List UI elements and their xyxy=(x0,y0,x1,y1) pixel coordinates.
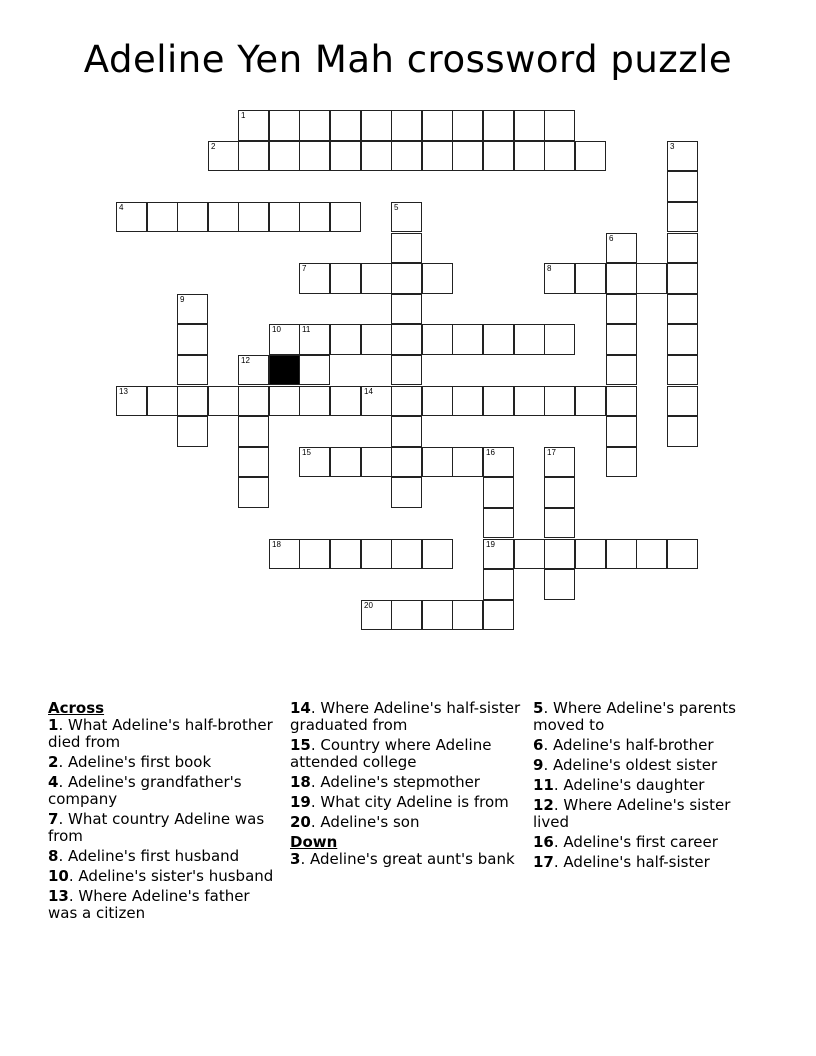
grid-cell[interactable] xyxy=(667,263,698,294)
clue-number-label: 16 xyxy=(486,447,495,457)
grid-cell[interactable] xyxy=(269,141,300,172)
grid-cell[interactable] xyxy=(177,416,208,447)
grid-cell[interactable] xyxy=(452,447,483,478)
clue-down-9: 9. Adeline's oldest sister xyxy=(533,756,718,774)
clue-number-label: 19 xyxy=(486,539,495,549)
grid-cell[interactable] xyxy=(330,539,361,570)
grid-cell[interactable] xyxy=(299,447,330,478)
clues-column-2 xyxy=(290,700,522,871)
grid-cell[interactable] xyxy=(483,386,514,417)
grid-cell[interactable] xyxy=(391,447,422,478)
grid-cell[interactable] xyxy=(667,294,698,325)
grid-cell[interactable] xyxy=(147,202,178,233)
clue-number-label: 14 xyxy=(364,386,373,396)
grid-cell[interactable] xyxy=(422,141,453,172)
down-heading: Down xyxy=(290,833,338,851)
grid-cell[interactable] xyxy=(667,416,698,447)
grid-cell[interactable] xyxy=(606,386,637,417)
clue-across-2: 2. Adeline's first book xyxy=(48,753,212,771)
grid-cell[interactable] xyxy=(391,539,422,570)
clue-number-label: 3 xyxy=(670,141,675,151)
grid-cell[interactable] xyxy=(667,233,698,264)
grid-cell[interactable] xyxy=(299,539,330,570)
grid-cell[interactable] xyxy=(269,324,300,355)
grid-cell[interactable] xyxy=(514,110,545,141)
grid-cell[interactable] xyxy=(544,539,575,570)
grid-cell[interactable] xyxy=(667,324,698,355)
grid-cell[interactable] xyxy=(667,202,698,233)
grid-cell[interactable] xyxy=(575,539,606,570)
grid-cell[interactable] xyxy=(422,447,453,478)
grid-cell[interactable] xyxy=(606,539,637,570)
grid-cell[interactable] xyxy=(667,141,698,172)
grid-cell[interactable] xyxy=(361,447,392,478)
clue-across-19: 19. What city Adeline is from xyxy=(290,793,509,811)
grid-cell[interactable] xyxy=(299,386,330,417)
grid-cell[interactable] xyxy=(606,447,637,478)
grid-cell[interactable] xyxy=(269,539,300,570)
grid-cell[interactable] xyxy=(177,386,208,417)
grid-cell[interactable] xyxy=(667,539,698,570)
clue-down-16: 16. Adeline's first career xyxy=(533,833,718,851)
grid-cell[interactable] xyxy=(391,233,422,264)
grid-cell[interactable] xyxy=(483,600,514,631)
grid-cell[interactable] xyxy=(330,110,361,141)
grid-black-cell xyxy=(269,355,300,386)
grid-cell[interactable] xyxy=(208,202,239,233)
clue-across-18: 18. Adeline's stepmother xyxy=(290,773,480,791)
clue-across-4: 4. Adeline's grandfather's company xyxy=(48,773,242,808)
clue-across-7: 7. What country Adeline was from xyxy=(48,810,265,845)
grid-cell[interactable] xyxy=(483,110,514,141)
grid-cell[interactable] xyxy=(238,386,269,417)
grid-cell[interactable] xyxy=(606,233,637,264)
grid-cell[interactable] xyxy=(269,202,300,233)
grid-cell[interactable] xyxy=(177,294,208,325)
clue-number-label: 2 xyxy=(211,141,216,151)
grid-cell[interactable] xyxy=(667,355,698,386)
grid-cell[interactable] xyxy=(269,110,300,141)
grid-cell[interactable] xyxy=(422,263,453,294)
grid-cell[interactable] xyxy=(391,202,422,233)
grid-cell[interactable] xyxy=(361,600,392,631)
grid-cell[interactable] xyxy=(391,477,422,508)
grid-cell[interactable] xyxy=(361,141,392,172)
grid-cell[interactable] xyxy=(238,202,269,233)
grid-cell[interactable] xyxy=(544,569,575,600)
grid-cell[interactable] xyxy=(514,386,545,417)
clue-number-label: 8 xyxy=(547,264,552,274)
clue-across-1: 1. What Adeline's half-brother died from xyxy=(48,716,273,751)
clues-column-1 xyxy=(48,700,280,925)
grid-cell[interactable] xyxy=(606,294,637,325)
grid-cell[interactable] xyxy=(361,110,392,141)
grid-cell[interactable] xyxy=(422,386,453,417)
grid-cell[interactable] xyxy=(238,447,269,478)
grid-cell[interactable] xyxy=(514,539,545,570)
clue-across-13: 13. Where Adeline's father was a citizen xyxy=(48,887,250,922)
clue-number-label: 9 xyxy=(180,294,185,304)
clue-number-label: 17 xyxy=(547,447,556,457)
grid-cell[interactable] xyxy=(391,416,422,447)
grid-cell[interactable] xyxy=(361,263,392,294)
grid-cell[interactable] xyxy=(330,263,361,294)
grid-cell[interactable] xyxy=(483,508,514,539)
grid-cell[interactable] xyxy=(483,477,514,508)
grid-cell[interactable] xyxy=(299,141,330,172)
clue-number-label: 7 xyxy=(302,264,307,274)
grid-cell[interactable] xyxy=(422,324,453,355)
clues-column-3 xyxy=(533,700,768,874)
grid-cell[interactable] xyxy=(238,416,269,447)
grid-cell[interactable] xyxy=(667,386,698,417)
grid-cell[interactable] xyxy=(330,386,361,417)
grid-cell[interactable] xyxy=(483,447,514,478)
grid-cell[interactable] xyxy=(483,141,514,172)
clue-down-6: 6. Adeline's half-brother xyxy=(533,736,714,754)
grid-cell[interactable] xyxy=(422,110,453,141)
clue-number-label: 6 xyxy=(609,233,614,243)
clue-number-label: 13 xyxy=(119,386,128,396)
clue-number-label: 10 xyxy=(272,325,281,335)
grid-cell[interactable] xyxy=(544,110,575,141)
grid-cell[interactable] xyxy=(544,477,575,508)
grid-cell[interactable] xyxy=(606,263,637,294)
grid-cell[interactable] xyxy=(361,386,392,417)
grid-cell[interactable] xyxy=(606,416,637,447)
grid-cell[interactable] xyxy=(391,600,422,631)
grid-cell[interactable] xyxy=(116,386,147,417)
clue-down-11: 11. Adeline's daughter xyxy=(533,776,705,794)
grid-cell[interactable] xyxy=(636,263,667,294)
grid-cell[interactable] xyxy=(391,110,422,141)
puzzle-title: Adeline Yen Mah crossword puzzle xyxy=(83,38,733,81)
grid-cell[interactable] xyxy=(147,386,178,417)
clue-number-label: 15 xyxy=(302,447,311,457)
grid-cell[interactable] xyxy=(238,110,269,141)
grid-cell[interactable] xyxy=(452,324,483,355)
clue-down-5: 5. Where Adeline's parents moved to xyxy=(533,699,736,734)
grid-cell[interactable] xyxy=(238,477,269,508)
grid-cell[interactable] xyxy=(575,386,606,417)
grid-cell[interactable] xyxy=(391,355,422,386)
grid-cell[interactable] xyxy=(177,324,208,355)
grid-cell[interactable] xyxy=(544,386,575,417)
clue-across-15: 15. Country where Adeline attended college xyxy=(290,736,492,771)
clue-number-label: 18 xyxy=(272,539,281,549)
grid-cell[interactable] xyxy=(116,202,147,233)
clue-across-8: 8. Adeline's first husband xyxy=(48,847,240,865)
grid-cell[interactable] xyxy=(667,171,698,202)
grid-cell[interactable] xyxy=(452,110,483,141)
clue-down-17: 17. Adeline's half-sister xyxy=(533,853,710,871)
grid-cell[interactable] xyxy=(483,324,514,355)
grid-cell[interactable] xyxy=(544,447,575,478)
clue-down-12: 12. Where Adeline's sister lived xyxy=(533,796,731,831)
clue-number-label: 1 xyxy=(241,111,246,121)
clue-number-label: 12 xyxy=(241,355,250,365)
grid-cell[interactable] xyxy=(391,386,422,417)
grid-cell[interactable] xyxy=(606,324,637,355)
grid-cell[interactable] xyxy=(177,355,208,386)
grid-cell[interactable] xyxy=(208,386,239,417)
grid-cell[interactable] xyxy=(483,569,514,600)
grid-cell[interactable] xyxy=(208,141,239,172)
grid-cell[interactable] xyxy=(514,324,545,355)
grid-cell[interactable] xyxy=(452,141,483,172)
clue-number-label: 4 xyxy=(119,202,124,212)
grid-cell[interactable] xyxy=(361,539,392,570)
grid-cell[interactable] xyxy=(391,263,422,294)
grid-cell[interactable] xyxy=(299,355,330,386)
grid-cell[interactable] xyxy=(299,263,330,294)
grid-cell[interactable] xyxy=(575,141,606,172)
grid-cell[interactable] xyxy=(544,324,575,355)
grid-cell[interactable] xyxy=(544,508,575,539)
grid-cell[interactable] xyxy=(330,447,361,478)
grid-cell[interactable] xyxy=(299,202,330,233)
grid-cell[interactable] xyxy=(238,355,269,386)
grid-cell[interactable] xyxy=(483,539,514,570)
clue-across-20: 20. Adeline's son xyxy=(290,813,420,831)
grid-cell[interactable] xyxy=(361,324,392,355)
grid-cell[interactable] xyxy=(544,263,575,294)
grid-cell[interactable] xyxy=(299,324,330,355)
grid-cell[interactable] xyxy=(575,263,606,294)
grid-cell[interactable] xyxy=(422,600,453,631)
grid-cell[interactable] xyxy=(606,355,637,386)
grid-cell[interactable] xyxy=(238,141,269,172)
clue-number-label: 5 xyxy=(394,202,399,212)
clue-across-10: 10. Adeline's sister's husband xyxy=(48,867,274,885)
grid-cell[interactable] xyxy=(452,386,483,417)
grid-cell[interactable] xyxy=(391,141,422,172)
grid-cell[interactable] xyxy=(177,202,208,233)
grid-cell[interactable] xyxy=(514,141,545,172)
clue-down-3: 3. Adeline's great aunt's bank xyxy=(290,850,515,868)
grid-cell[interactable] xyxy=(330,324,361,355)
grid-cell[interactable] xyxy=(330,141,361,172)
grid-cell[interactable] xyxy=(636,539,667,570)
clue-number-label: 11 xyxy=(302,325,311,335)
clue-across-14: 14. Where Adeline's half-sister graduated from xyxy=(290,699,521,734)
grid-cell[interactable] xyxy=(391,294,422,325)
grid-cell[interactable] xyxy=(299,110,330,141)
grid-cell[interactable] xyxy=(269,386,300,417)
grid-cell[interactable] xyxy=(452,600,483,631)
grid-cell[interactable] xyxy=(330,202,361,233)
grid-cell[interactable] xyxy=(422,539,453,570)
grid-cell[interactable] xyxy=(544,141,575,172)
across-heading: Across xyxy=(48,699,105,717)
clue-number-label: 20 xyxy=(364,600,373,610)
grid-cell[interactable] xyxy=(391,324,422,355)
